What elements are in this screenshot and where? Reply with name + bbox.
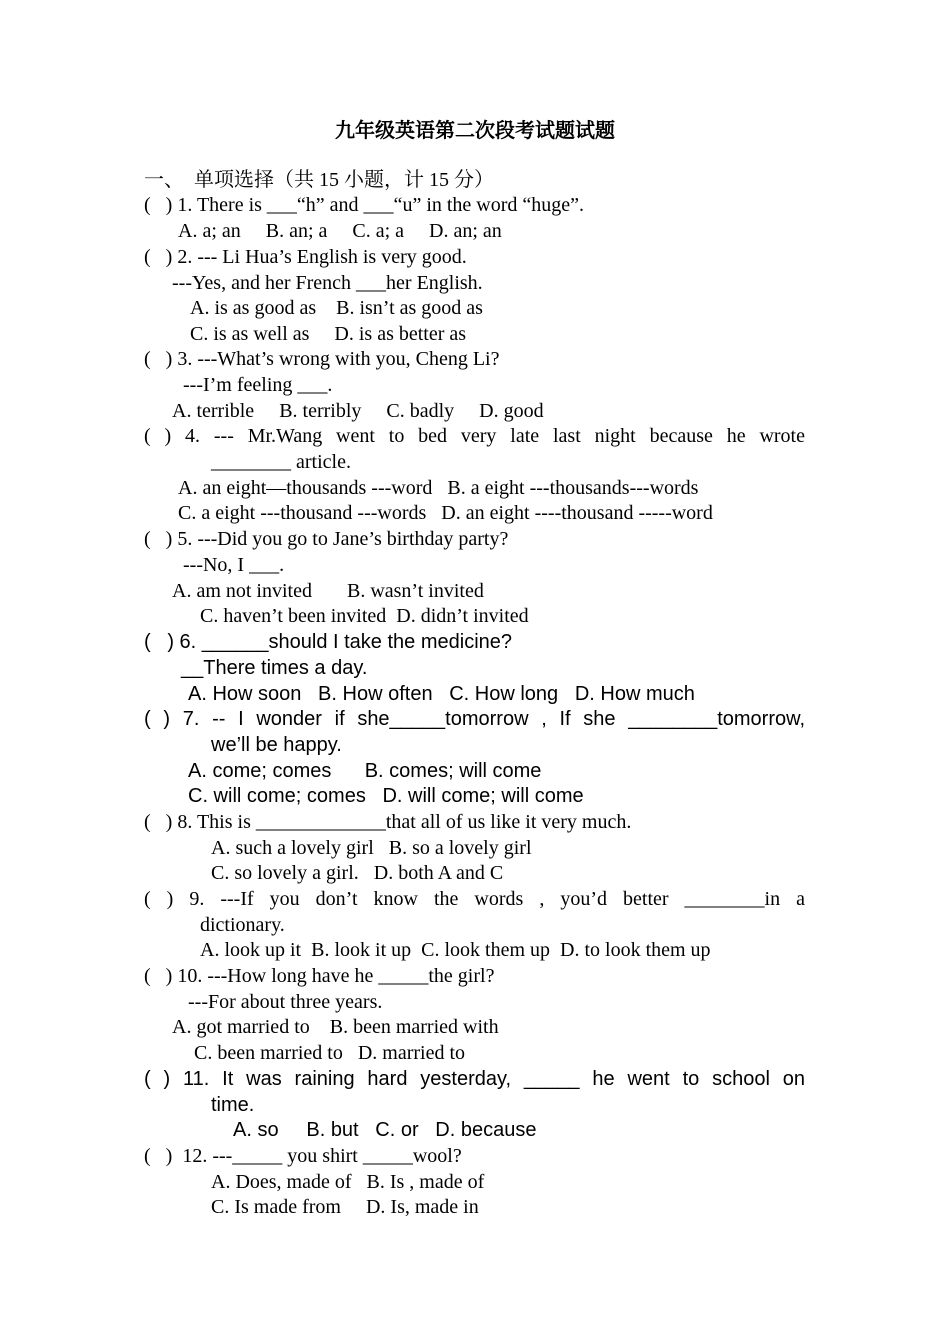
question-10-options: A. got married to B. been married with	[172, 1016, 499, 1038]
question-11-stem: ( ) 11. It was raining hard yesterday, _____ he went to school on	[144, 1068, 805, 1090]
question-8-stem: ( ) 8. This is _____________that all of us like it very much.	[144, 811, 632, 833]
question-12-options: C. Is made from D. Is, made in	[211, 1196, 479, 1218]
question-5-options: C. haven’t been invited D. didn’t invited	[200, 605, 529, 627]
question-1-stem: ( ) 1. There is ___“h” and ___“u” in the word “huge”.	[144, 194, 585, 216]
question-11-options: A. so B. but C. or D. because	[233, 1119, 537, 1141]
question-7-stem: we’ll be happy.	[211, 734, 342, 756]
question-10-options: C. been married to D. married to	[194, 1042, 466, 1064]
question-2-options: C. is as well as D. is as better as	[190, 323, 467, 345]
question-10-stem: ---For about three years.	[188, 991, 383, 1013]
question-6-stem: __There times a day.	[181, 657, 368, 679]
question-12-options: A. Does, made of B. Is , made of	[211, 1171, 485, 1193]
question-5-stem: ---No, I ___.	[183, 554, 285, 576]
question-9-stem: dictionary.	[200, 914, 285, 936]
question-8-options: C. so lovely a girl. D. both A and C	[211, 862, 504, 884]
question-8-options: A. such a lovely girl B. so a lovely girl	[211, 837, 532, 859]
question-3-stem: ---I’m feeling ___.	[183, 374, 333, 396]
question-4-stem: ________ article.	[211, 451, 351, 473]
question-7-stem: ( ) 7. -- I wonder if she_____tomorrow , If she ________tomorrow,	[144, 708, 805, 730]
question-2-options: A. is as good as B. isn’t as good as	[190, 297, 483, 319]
question-4-options: A. an eight—thousands ---word B. a eight ---thousands---words	[178, 477, 699, 499]
question-3-stem: ( ) 3. ---What’s wrong with you, Cheng Li?	[144, 348, 500, 370]
question-7-options: A. come; comes B. comes; will come	[188, 760, 542, 782]
question-2-stem: ( ) 2. --- Li Hua’s English is very good.	[144, 246, 467, 268]
page-title: 九年级英语第二次段考试题试题	[335, 120, 615, 142]
question-5-stem: ( ) 5. ---Did you go to Jane’s birthday party?	[144, 528, 509, 550]
question-1-options: A. a; an B. an; a C. a; a D. an; an	[178, 220, 502, 242]
question-11-stem: time.	[211, 1094, 255, 1116]
question-5-options: A. am not invited B. wasn’t invited	[172, 580, 484, 602]
question-12-stem: ( ) 12. ---_____ you shirt _____wool?	[144, 1145, 462, 1167]
section-heading: 一、 单项选择（共 15 小题，计 15 分）	[144, 169, 494, 191]
question-2-stem: ---Yes, and her French ___her English.	[172, 272, 483, 294]
question-9-options: A. look up it B. look it up C. look them up D. to look them up	[200, 939, 711, 961]
question-6-options: A. How soon B. How often C. How long D. How much	[188, 683, 695, 705]
question-9-stem: ( ) 9. ---If you don’t know the words , you’d better ________in a	[144, 888, 805, 910]
question-4-options: C. a eight ---thousand ---words D. an eight ----thousand -----word	[178, 502, 713, 524]
question-3-options: A. terrible B. terribly C. badly D. good	[172, 400, 544, 422]
question-4-stem: ( ) 4. --- Mr.Wang went to bed very late last night because he wrote	[144, 425, 805, 447]
question-10-stem: ( ) 10. ---How long have he _____the girl?	[144, 965, 495, 987]
question-7-options: C. will come; comes D. will come; will come	[188, 785, 584, 807]
question-6-stem: ( ) 6. ______should I take the medicine?	[144, 631, 513, 653]
